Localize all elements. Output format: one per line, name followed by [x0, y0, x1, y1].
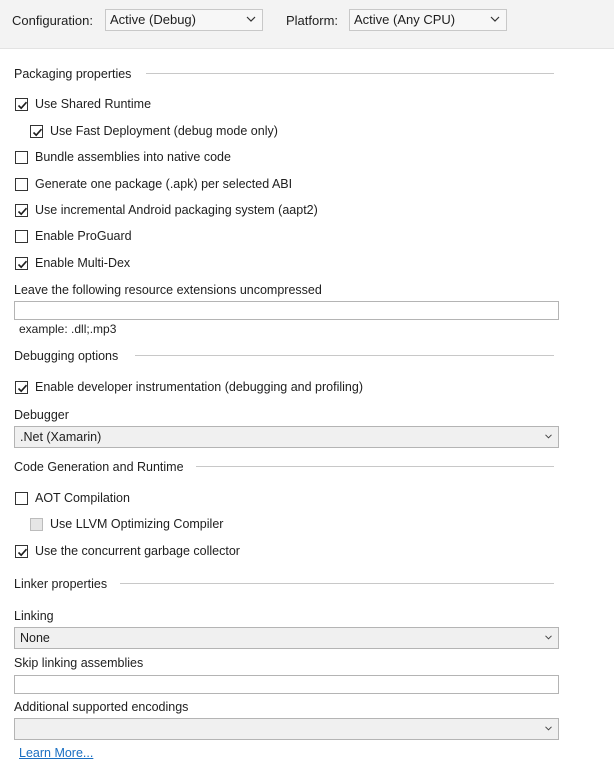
llvm-compiler-label: Use LLVM Optimizing Compiler: [50, 517, 224, 531]
chevron-down-icon: [545, 434, 552, 439]
platform-dropdown[interactable]: [349, 9, 507, 31]
uncompressed-extensions-label: Leave the following resource extensions uncompressed: [14, 283, 322, 297]
linking-dropdown[interactable]: [14, 627, 559, 649]
generate-package-per-abi-label: Generate one package (.apk) per selected ABI: [35, 177, 293, 191]
platform-value: Active (Any CPU): [354, 12, 456, 27]
linker-section-title: Linker properties: [14, 577, 108, 591]
developer-instrumentation-label: Enable developer instrumentation (debugging and profiling): [35, 380, 363, 394]
enable-proguard-label: Enable ProGuard: [35, 229, 132, 243]
debugger-dropdown[interactable]: [14, 426, 559, 448]
chevron-down-icon: [545, 726, 552, 731]
skip-linking-label: Skip linking assemblies: [14, 656, 144, 670]
checkbox-unchecked[interactable]: [15, 178, 28, 191]
learn-more-link[interactable]: Learn More...: [19, 746, 94, 760]
aot-compilation-option[interactable]: [15, 491, 130, 505]
checkbox-checked[interactable]: [30, 125, 43, 138]
checkbox-unchecked[interactable]: [15, 230, 28, 243]
concurrent-gc-option[interactable]: [15, 544, 240, 558]
use-shared-runtime-label: Use Shared Runtime: [35, 97, 152, 111]
checkbox-checked[interactable]: [15, 257, 28, 270]
checkbox-checked[interactable]: [15, 204, 28, 217]
configuration-value: Active (Debug): [110, 12, 196, 27]
linking-value: None: [20, 631, 50, 645]
checkbox-checked[interactable]: [15, 381, 28, 394]
checkbox-unchecked[interactable]: [15, 151, 28, 164]
enable-multidex-option[interactable]: [15, 256, 130, 270]
configuration-dropdown[interactable]: [105, 9, 263, 31]
use-fast-deployment-option[interactable]: [30, 124, 278, 138]
checkbox-unchecked[interactable]: [15, 492, 28, 505]
configuration-toolbar: [0, 0, 614, 49]
uncompressed-extensions-hint: example: .dll;.mp3: [19, 322, 117, 336]
section-divider: [135, 355, 554, 356]
bundle-assemblies-label: Bundle assemblies into native code: [35, 150, 231, 164]
linking-label: Linking: [14, 609, 54, 623]
chevron-down-icon: [545, 635, 552, 640]
skip-linking-input[interactable]: [14, 675, 559, 694]
bundle-assemblies-option[interactable]: [15, 150, 231, 164]
llvm-compiler-option: [30, 517, 223, 531]
codegen-section-title: Code Generation and Runtime: [14, 460, 184, 474]
use-shared-runtime-option[interactable]: [15, 97, 151, 111]
packaging-section-title: Packaging properties: [14, 67, 132, 81]
generate-package-per-abi-option[interactable]: [15, 177, 292, 191]
section-divider: [146, 73, 554, 74]
checkbox-checked[interactable]: [15, 98, 28, 111]
checkbox-checked[interactable]: [15, 545, 28, 558]
use-aapt2-option[interactable]: [15, 203, 318, 217]
enable-multidex-label: Enable Multi-Dex: [35, 256, 131, 270]
aot-compilation-label: AOT Compilation: [35, 491, 130, 505]
enable-proguard-option[interactable]: [15, 229, 132, 243]
chevron-down-icon: [246, 14, 256, 24]
concurrent-gc-label: Use the concurrent garbage collector: [35, 544, 240, 558]
section-divider: [120, 583, 554, 584]
debugger-value: .Net (Xamarin): [20, 430, 102, 444]
uncompressed-extensions-input[interactable]: [14, 301, 559, 320]
debugger-label: Debugger: [14, 408, 69, 422]
debugging-section-title: Debugging options: [14, 349, 119, 363]
use-fast-deployment-label: Use Fast Deployment (debug mode only): [50, 124, 278, 138]
developer-instrumentation-option[interactable]: [15, 380, 363, 394]
chevron-down-icon: [490, 14, 500, 24]
section-divider: [196, 466, 554, 467]
checkbox-disabled: [30, 518, 43, 531]
encodings-label: Additional supported encodings: [14, 700, 189, 714]
platform-label: Platform:: [286, 13, 339, 28]
use-aapt2-label: Use incremental Android packaging system (aapt2): [35, 203, 318, 217]
encodings-dropdown[interactable]: [14, 718, 559, 740]
configuration-label: Configuration:: [12, 13, 93, 28]
